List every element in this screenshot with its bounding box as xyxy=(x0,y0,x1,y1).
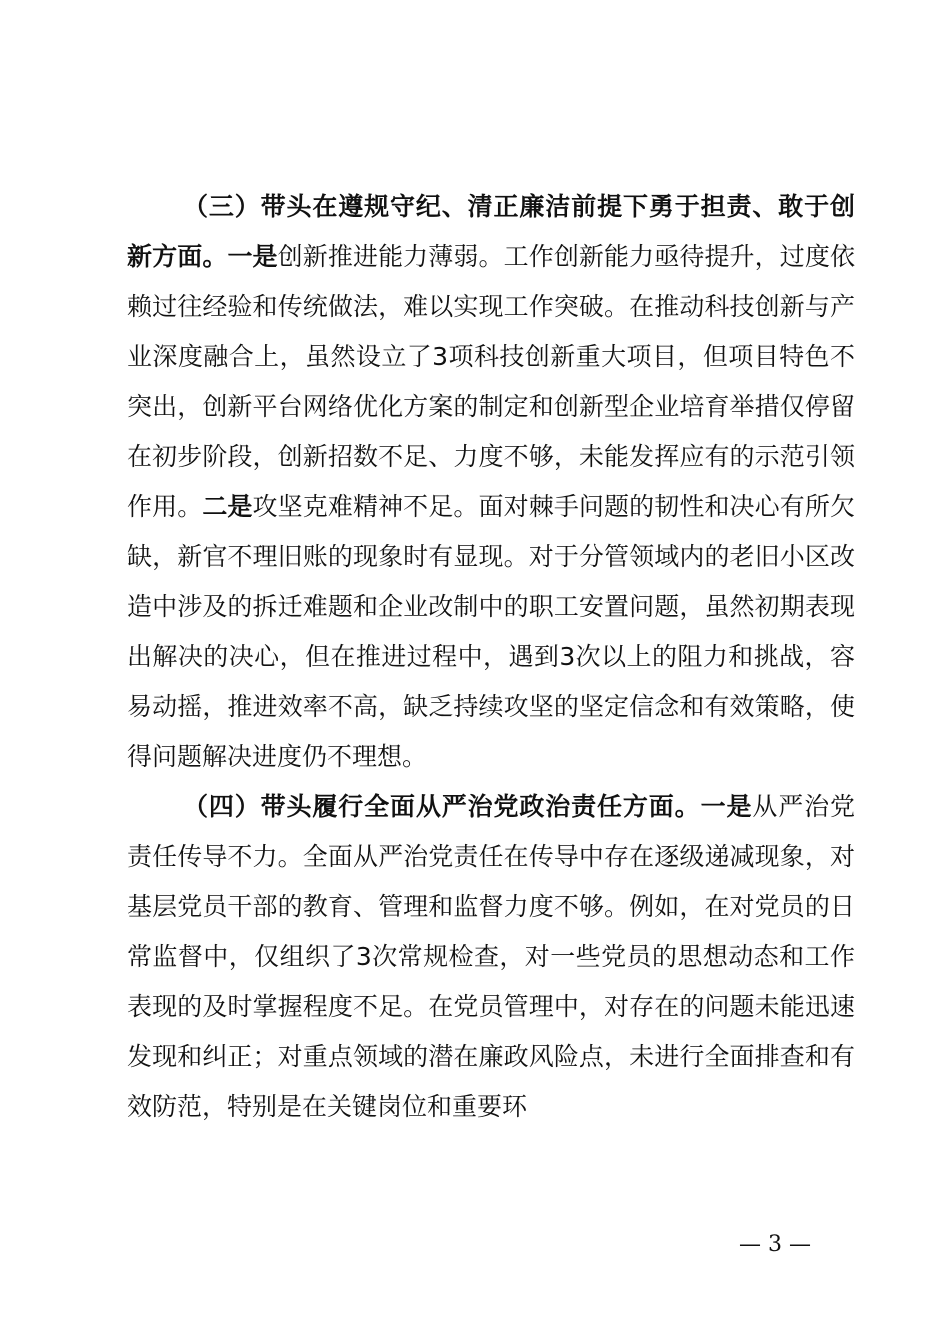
section-three-heading: （三）带头在遵规守纪、清正廉洁前提下勇于担责、敢于创新方面。 xyxy=(127,192,855,271)
point-text-second: 攻坚克难精神不足。面对棘手问题的韧性和决心有所欠缺，新官不理旧账的现象时有显现。对于分管领域内的老旧小区改造中涉及的拆迁难题和企业改制中的职工安置问题，虽然初期表现出解决的决心，但在推进过程中，遇到3次以上的阻力和挑战，容易动摇，推进效率不高，缺乏持续攻坚的坚定信念和有效策略，使得问题解决进度仍不理想。 xyxy=(127,492,855,771)
point-text-first: 创新推进能力薄弱。工作创新能力亟待提升，过度依赖过往经验和传统做法，难以实现工作突破。在推动科技创新与产业深度融合上，虽然设立了3项科技创新重大项目，但项目特色不突出，创新平台网络优化方案的制定和创新型企业培育举措仅停留在初步阶段，创新招数不足、力度不够，未能发挥应有的示范引领作用。 xyxy=(127,242,855,521)
page-number: — 3 — xyxy=(739,1232,811,1257)
paragraph-section-three xyxy=(127,182,855,782)
section-four-heading: （四）带头履行全面从严治党政治责任方面。 xyxy=(183,792,701,821)
point-text-first: 从严治党责任传导不力。全面从严治党责任在传导中存在逐级递减现象，对基层党员干部的教育、管理和监督力度不够。例如，在对党员的日常监督中，仅组织了3次常规检查，对一些党员的思想动态和工作表现的及时掌握程度不足。在党员管理中，对存在的问题未能迅速发现和纠正；对重点领域的潜在廉政风险点，未进行全面排查和有效防范，特别是在关键岗位和重要环 xyxy=(127,792,855,1121)
point-label-second: 二是 xyxy=(202,492,253,521)
point-label-first: 一是 xyxy=(700,792,753,821)
document-body xyxy=(127,182,855,1132)
point-label-first: 一是 xyxy=(227,242,278,271)
paragraph-section-four xyxy=(127,782,855,1132)
